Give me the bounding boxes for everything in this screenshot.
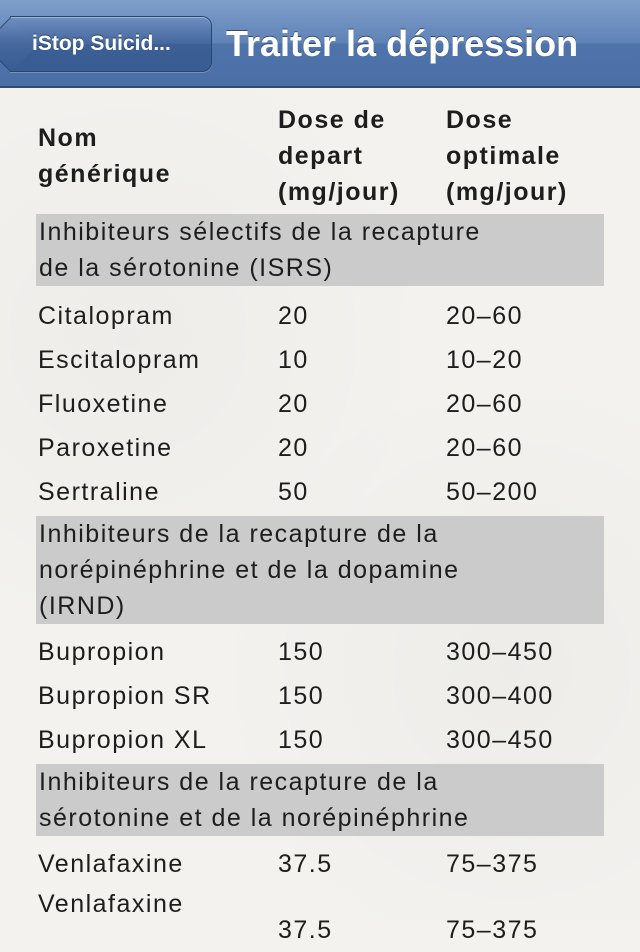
content-scroll-area[interactable] — [0, 88, 640, 944]
optimal-dose: 75–375 — [446, 916, 539, 944]
drug-name: Bupropion XL — [38, 726, 208, 754]
drug-name: Bupropion SR — [38, 682, 212, 710]
optimal-dose: 20–60 — [446, 302, 524, 330]
table-row — [0, 294, 640, 338]
header-generic-name: Nom générique — [38, 124, 171, 188]
back-button-label: iStop Suicid... — [32, 32, 171, 55]
start-dose: 50 — [278, 478, 309, 506]
optimal-dose: 20–60 — [446, 434, 524, 462]
back-button[interactable] — [10, 16, 212, 72]
drug-name: Venlafaxine — [38, 850, 184, 878]
start-dose: 37.5 — [278, 850, 333, 878]
table-row — [0, 842, 640, 886]
start-dose: 37.5 — [278, 916, 333, 944]
drug-name: Sertraline — [38, 478, 160, 506]
start-dose: 20 — [278, 302, 309, 330]
start-dose: 150 — [278, 726, 325, 754]
table-header — [0, 88, 640, 216]
drug-name: Fluoxetine — [38, 390, 169, 418]
table-row — [0, 338, 640, 382]
start-dose: 10 — [278, 346, 309, 374]
optimal-dose: 75–375 — [446, 850, 539, 878]
optimal-dose: 50–200 — [446, 478, 539, 506]
start-dose: 20 — [278, 434, 309, 462]
header-start-dose: Dose de depart (mg/jour) — [278, 106, 400, 206]
drug-name: Bupropion — [38, 638, 166, 666]
section-header-irnd: Inhibiteurs de la recapture de la norépinéphrine et de la dopamine (IRND) — [36, 516, 604, 624]
table-row — [0, 426, 640, 470]
table-row — [0, 382, 640, 426]
drug-name: Escitalopram — [38, 346, 201, 374]
table-row — [0, 630, 640, 674]
table-row — [0, 718, 640, 762]
start-dose: 150 — [278, 682, 325, 710]
page-title: Traiter la dépression — [226, 23, 579, 64]
drug-name: Paroxetine — [38, 434, 173, 462]
optimal-dose: 300–450 — [446, 726, 554, 754]
drug-name: Citalopram — [38, 302, 174, 330]
start-dose: 20 — [278, 390, 309, 418]
table-row — [0, 470, 640, 514]
section-header-isrs: Inhibiteurs sélectifs de la recapture de la sérotonine (ISRS) — [36, 214, 604, 286]
optimal-dose: 300–450 — [446, 638, 554, 666]
drug-name: Venlafaxine — [38, 890, 184, 918]
optimal-dose: 20–60 — [446, 390, 524, 418]
header-optimal-dose: Dose optimale (mg/jour) — [446, 106, 568, 206]
table-row — [0, 674, 640, 718]
start-dose: 150 — [278, 638, 325, 666]
optimal-dose: 10–20 — [446, 346, 524, 374]
navigation-bar — [0, 0, 640, 88]
section-header-irsn: Inhibiteurs de la recapture de la sérotonine et de la norépinéphrine — [36, 764, 604, 836]
table-row — [0, 886, 640, 944]
optimal-dose: 300–400 — [446, 682, 554, 710]
